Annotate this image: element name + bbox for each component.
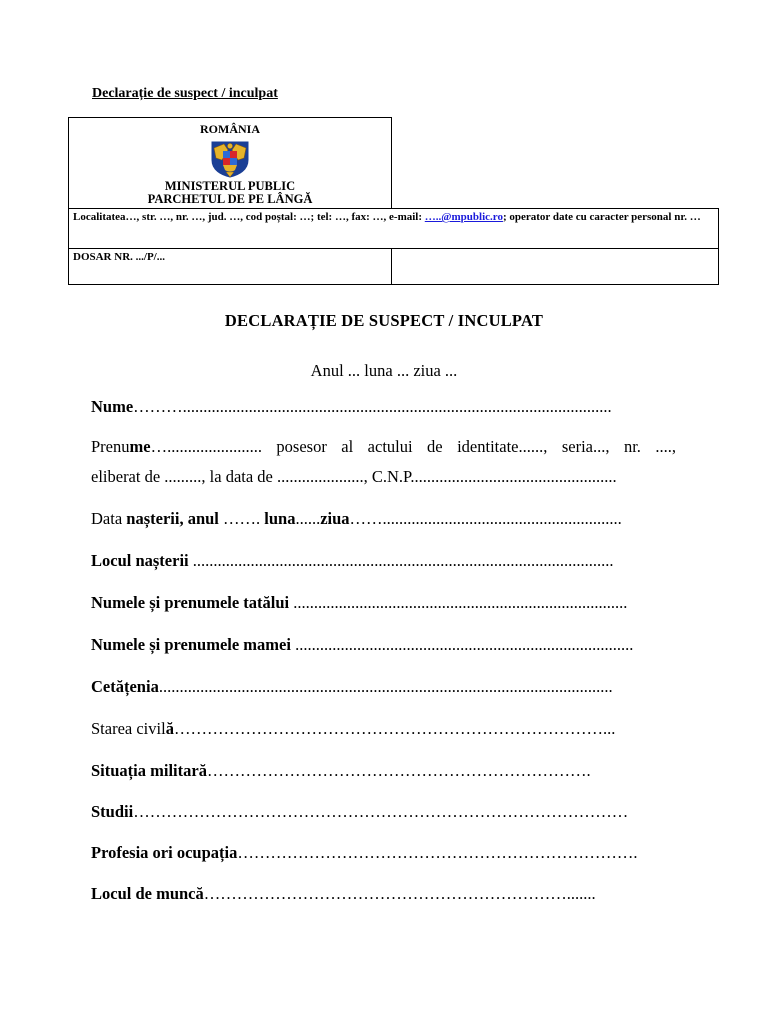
field-situatia-militara[interactable] (91, 761, 676, 781)
header-blank-cell (392, 118, 719, 209)
field-studii[interactable] (91, 802, 676, 822)
date-line: Anul ... luna ... ziua ... (310, 361, 458, 380)
field-cetatenia-dots: .............................................................................................................. (158, 677, 613, 696)
field-mamei[interactable] (91, 635, 676, 655)
field-nume-label: Nume (91, 397, 134, 416)
country-name: ROMÂNIA (200, 122, 260, 136)
field-nume[interactable] (91, 397, 676, 417)
field-prenume-rest: …....................... posesor al actului de identitate......, seria..., nr. ...., (150, 437, 676, 456)
coat-of-arms-icon (206, 140, 254, 178)
field-profesia[interactable] (91, 843, 676, 863)
header-table (68, 117, 719, 285)
field-tatal[interactable] (91, 593, 676, 613)
field-mamei-dots: .................................................................................. (290, 635, 634, 654)
field-cetatenia[interactable] (91, 677, 676, 697)
field-data-nasterii-a: Data (91, 509, 127, 528)
field-prenume-label-b: me (129, 437, 151, 456)
field-locul-de-munca[interactable] (91, 884, 676, 904)
field-locul-nasterii-dots: ...................................................................................................... (188, 551, 614, 570)
field-mamei-label: Numele și prenumele mamei (91, 635, 291, 654)
field-tatal-dots: ................................................................................. (289, 593, 628, 612)
institution-cell (69, 118, 392, 209)
field-profesia-label: Profesia ori ocupația (91, 843, 238, 862)
field-data-nasterii[interactable] (91, 509, 676, 529)
field-nume-dots: ………........................................................................................................ (133, 397, 612, 416)
field-data-nasterii-g: …….......................................................... (349, 509, 622, 528)
field-prenume-label-a: Prenu (91, 437, 130, 456)
ministry-name: MINISTERUL PUBLIC (164, 179, 296, 193)
operator-text: ; operator date cu caracter personal nr. … (502, 211, 701, 223)
prosecutor-office-name: PARCHETUL DE PE LÂNGĂ (147, 192, 313, 206)
field-eliberat[interactable] (91, 467, 676, 487)
dosar-cell (69, 249, 392, 285)
field-eliberat-text: eliberat de ........., la data de ....................., C.N.P.................................................. (91, 467, 617, 486)
field-data-nasterii-d: luna (264, 509, 296, 528)
field-tatal-label: Numele și prenumele tatălui (91, 593, 290, 612)
field-munca-dots: …………………………………………………………....... (203, 884, 596, 903)
address-text: Localitatea…, str. …, nr. …, jud. …, cod poștal: …; tel: …, fax: …, e-mail: (73, 211, 425, 223)
field-locul-nasterii-label: Locul nașterii (91, 551, 189, 570)
field-data-nasterii-e: ...... (295, 509, 321, 528)
field-locul-nasterii[interactable] (91, 551, 676, 571)
dosar-number: DOSAR NR. .../P/... (73, 251, 165, 263)
field-data-nasterii-b: nașterii, anul (126, 509, 219, 528)
dosar-blank-cell (392, 249, 719, 285)
field-starea-dots: ……………………………………………………………………... (173, 719, 616, 738)
field-militara-label: Situația militară (91, 761, 207, 780)
field-studii-label: Studii (91, 802, 134, 821)
field-data-nasterii-f: ziua (320, 509, 350, 528)
document-label: Declarație de suspect / inculpat (92, 86, 278, 101)
field-studii-dots: ……………………………………………………………………………… (133, 802, 629, 821)
field-starea-civila[interactable] (91, 719, 676, 739)
field-cetatenia-label: Cetățenia (91, 677, 159, 696)
field-prenume[interactable] (91, 437, 676, 457)
email-link[interactable]: …..@mpublic.ro (424, 211, 503, 223)
field-starea-label-a: Starea civil (91, 719, 166, 738)
field-profesia-dots: ………………………………………………………………. (237, 843, 638, 862)
field-militara-dots: ……………………………………………………………. (206, 761, 591, 780)
field-munca-label: Locul de muncă (91, 884, 204, 903)
field-data-nasterii-c: ……. (218, 509, 265, 528)
field-starea-label-b: ă (165, 719, 174, 738)
page-title: DECLARAȚIE DE SUSPECT / INCULPAT (224, 311, 544, 330)
address-cell (69, 209, 719, 249)
